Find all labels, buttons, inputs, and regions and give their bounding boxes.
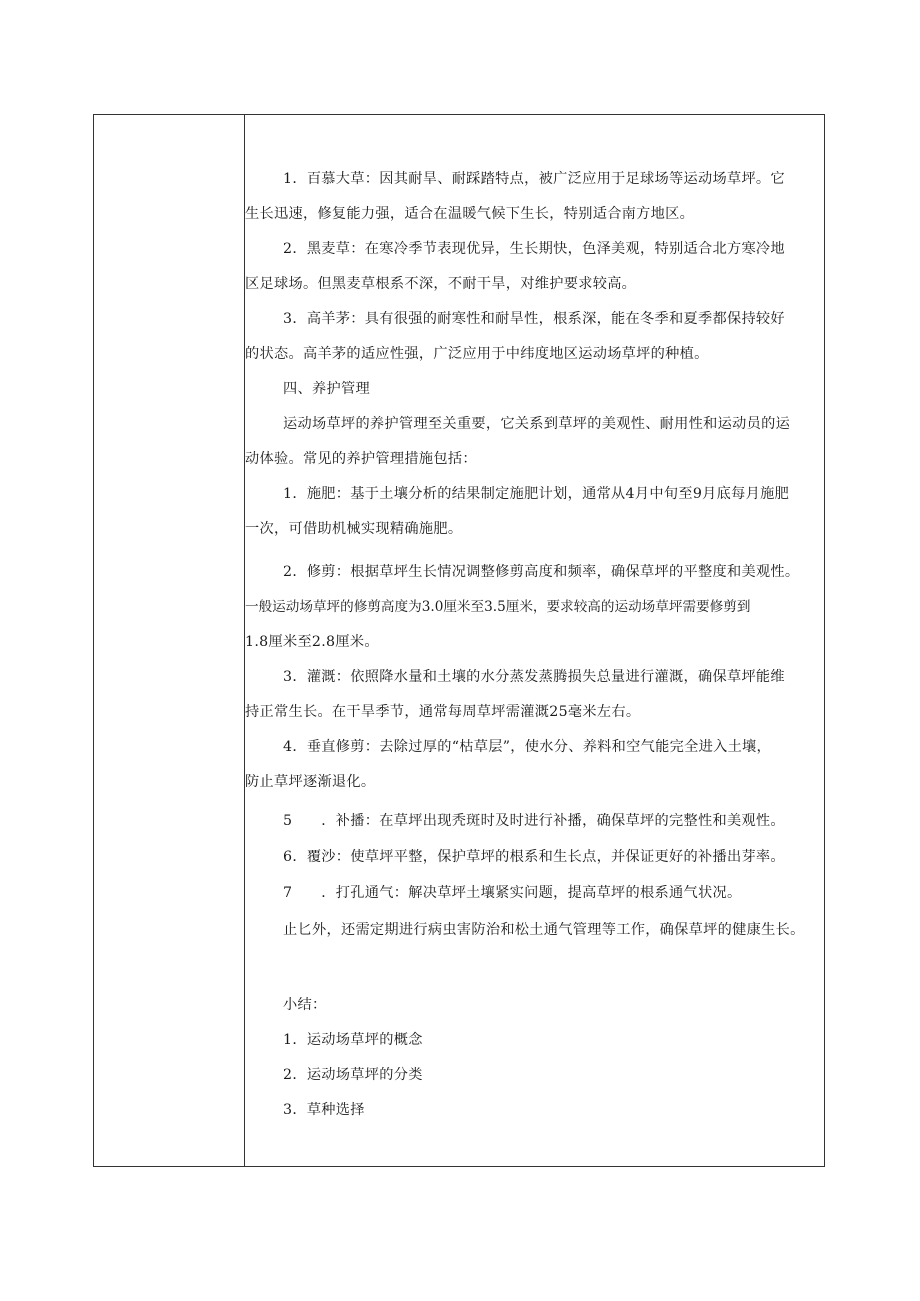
section-heading: 四、养护管理 — [283, 381, 370, 397]
text-line: 2．黑麦草：在寒冷季节表现优异，生长期快，色泽美观，特别适合北方寒冷地 — [283, 241, 785, 257]
text-line: 止匕外，还需定期进行病虫害防治和松土通气管理等工作，确保草坪的健康生长。 — [283, 922, 805, 938]
document-table — [93, 114, 825, 1167]
text-line: 生长迅速，修复能力强，适合在温暖气候下生长，特别适合南方地区。 — [245, 206, 695, 222]
text-line: 一次，可借助机械实现精确施肥。 — [245, 521, 463, 537]
summary-item: 2．运动场草坪的分类 — [283, 1067, 423, 1083]
text-line: 3．高羊茅：具有很强的耐寒性和耐旱性，根系深，能在冬季和夏季都保持较好 — [283, 311, 785, 327]
text-line: 防止草坪逐渐退化。 — [245, 774, 376, 790]
text-line: 2．修剪：根据草坪生长情况调整修剪高度和频率，确保草坪的平整度和美观性。 — [283, 564, 800, 580]
text-line: 3．灌溉：依照降水量和土壤的水分蒸发蒸腾损失总量进行灌溉，确保草坪能维 — [283, 669, 785, 685]
text-line: 5 ．补播：在草坪出现秃斑时及时进行补播，确保草坪的完整性和美观性。 — [283, 813, 785, 829]
summary-item: 3．草种选择 — [283, 1102, 365, 1118]
text-line: 持正常生长。在干旱季节，通常每周草坪需灌溉25毫米左右。 — [245, 704, 641, 720]
text-line: 区足球场。但黑麦草根系不深，不耐干旱，对维护要求较高。 — [245, 276, 637, 292]
text-line: 6．覆沙：使草坪平整，保护草坪的根系和生长点，并保证更好的补播出芽率。 — [283, 849, 785, 865]
text-line: 1．施肥：基于土壤分析的结果制定施肥计划，通常从4月中旬至9月底每月施肥 — [283, 486, 790, 502]
text-line: 一般运动场草坪的修剪高度为3.0厘米至3.5厘米，要求较高的运动场草坪需要修剪到 — [245, 599, 751, 615]
text-line: 1.8厘米至2.8厘米。 — [245, 634, 379, 650]
text-line: 运动场草坪的养护管理至关重要，它关系到草坪的美观性、耐用性和运动员的运 — [283, 416, 791, 432]
text-line: 动体验。常见的养护管理措施包括： — [245, 451, 477, 467]
content-cell — [245, 115, 824, 1166]
summary-heading: 小结： — [283, 997, 327, 1013]
text-line: 7 ．打孔通气：解决草坪土壤紧实问题，提高草坪的根系通气状况。 — [283, 885, 742, 901]
text-line: 1．百慕大草：因其耐旱、耐踩踏特点，被广泛应用于足球场等运动场草坪。它 — [283, 171, 785, 187]
summary-item: 1．运动场草坪的概念 — [283, 1032, 423, 1048]
text-line: 4．垂直修剪：去除过厚的“枯草层”，使水分、养料和空气能完全进入土壤， — [283, 739, 772, 755]
text-line: 的状态。高羊茅的适应性强，广泛应用于中纬度地区运动场草坪的种植。 — [245, 346, 709, 362]
